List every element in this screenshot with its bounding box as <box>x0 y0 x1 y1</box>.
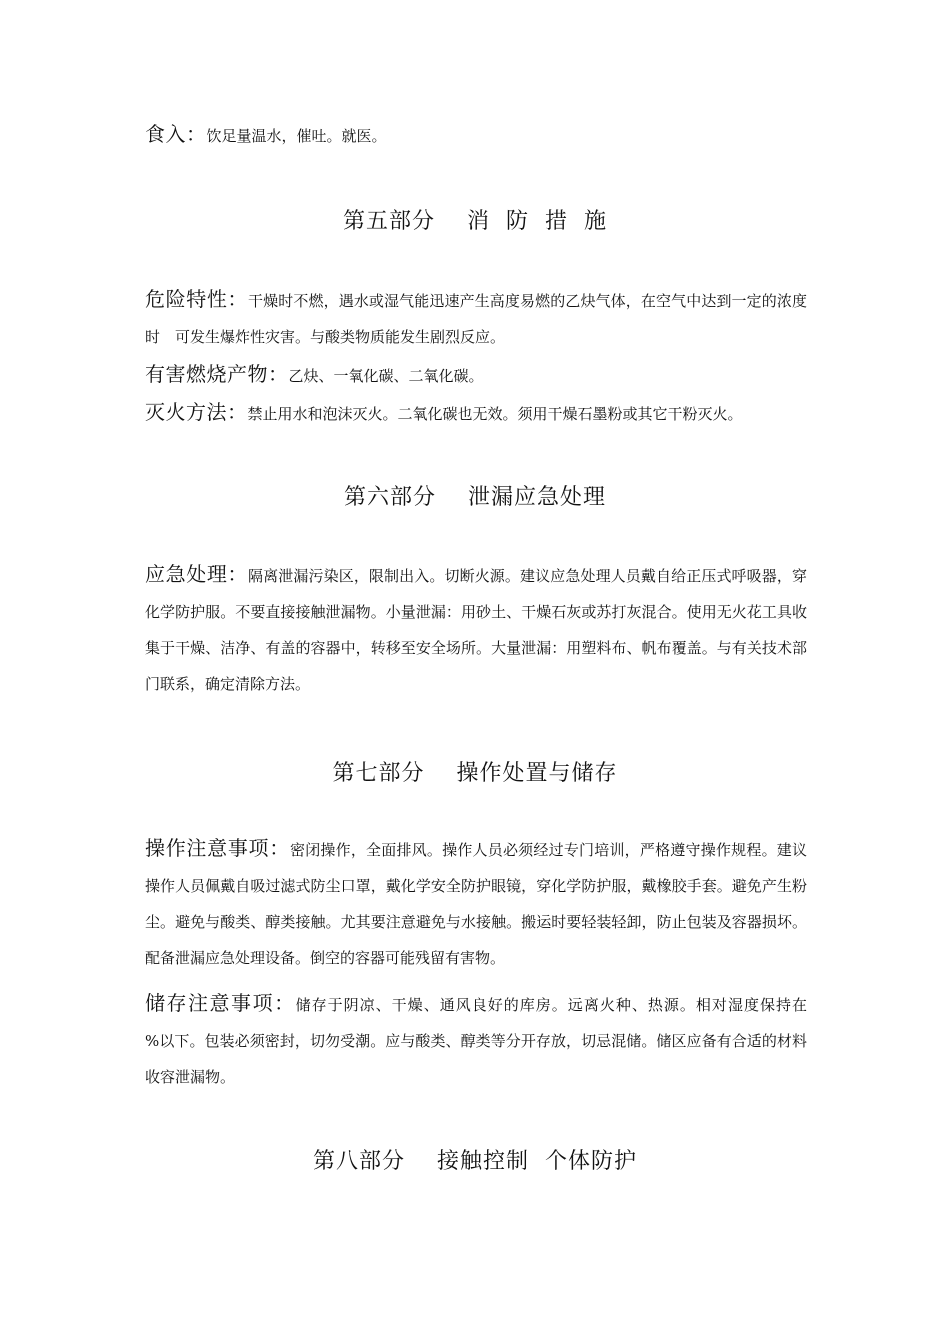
hazard-text: 干燥时不燃，遇水或湿气能迅速产生高度易燃的乙炔气体，在空气中达到一定的浓度时 可发生爆炸性灾害。与酸类物质能发生剧烈反应。 <box>145 292 807 346</box>
extinguishing-paragraph <box>145 394 807 432</box>
section5-heading: 第五部分 消 防 措 施 <box>343 209 607 234</box>
combustion-label: 有害燃烧产物： <box>145 362 289 386</box>
emergency-paragraph <box>145 556 807 702</box>
operation-label: 操作注意事项： <box>145 836 290 860</box>
storage-text: 储存于阴凉、干燥、通风良好的库房。远离火种、热源。相对湿度保持在 %以下。包装必须密封，切勿受潮。应与酸类、醇类等分开存放，切忌混储。储区应备有合适的材料收容泄漏物。 <box>145 996 838 1086</box>
section7-heading: 第七部分 操作处置与储存 <box>332 761 618 786</box>
ingestion-text: 饮足量温水，催吐。就医。 <box>206 127 387 145</box>
storage-paragraph <box>145 985 838 1095</box>
operation-paragraph <box>145 830 807 976</box>
hazard-paragraph <box>145 281 807 355</box>
emergency-label: 应急处理： <box>145 562 249 586</box>
storage-label: 储存注意事项： <box>145 991 296 1015</box>
extinguishing-label: 灭火方法： <box>145 400 248 424</box>
hazard-label: 危险特性： <box>145 287 249 311</box>
extinguishing-text: 禁止用水和泡沫灭火。二氧化碳也无效。须用干燥石墨粉或其它干粉灭火。 <box>247 405 743 423</box>
ingestion-label: 食入： <box>145 122 207 146</box>
ingestion-paragraph <box>145 116 807 154</box>
operation-text: 密闭操作，全面排风。操作人员必须经过专门培训，严格遵守操作规程。建议操作人员佩戴自吸过滤式防尘口罩，戴化学安全防护眼镜，穿化学防护服，戴橡胶手套。避免产生粉尘。避免与酸类、醇类接触。尤其要注意避免与水接触。搬运时要轻装轻卸，防止包装及容器损坏。配备泄漏应急处理设备。倒空的容器可能残留有害物。 <box>145 841 808 967</box>
emergency-text: 隔离泄漏污染区，限制出入。切断火源。建议应急处理人员戴自给正压式呼吸器，穿化学防护服。不要直接接触泄漏物。小量泄漏：用砂土、干燥石灰或苏打灰混合。使用无火花工具收集于干燥、洁净、有盖的容器中，转移至安全场所。大量泄漏：用塑料布、帆布覆盖。与有关技术部门联系，确定清除方法。 <box>145 567 807 693</box>
section8-heading: 第八部分 接触控制 个体防护 <box>313 1149 637 1174</box>
combustion-paragraph <box>145 356 807 394</box>
section6-heading: 第六部分 泄漏应急处理 <box>344 485 606 510</box>
combustion-text: 乙炔、一氧化碳、二氧化碳。 <box>288 367 484 385</box>
